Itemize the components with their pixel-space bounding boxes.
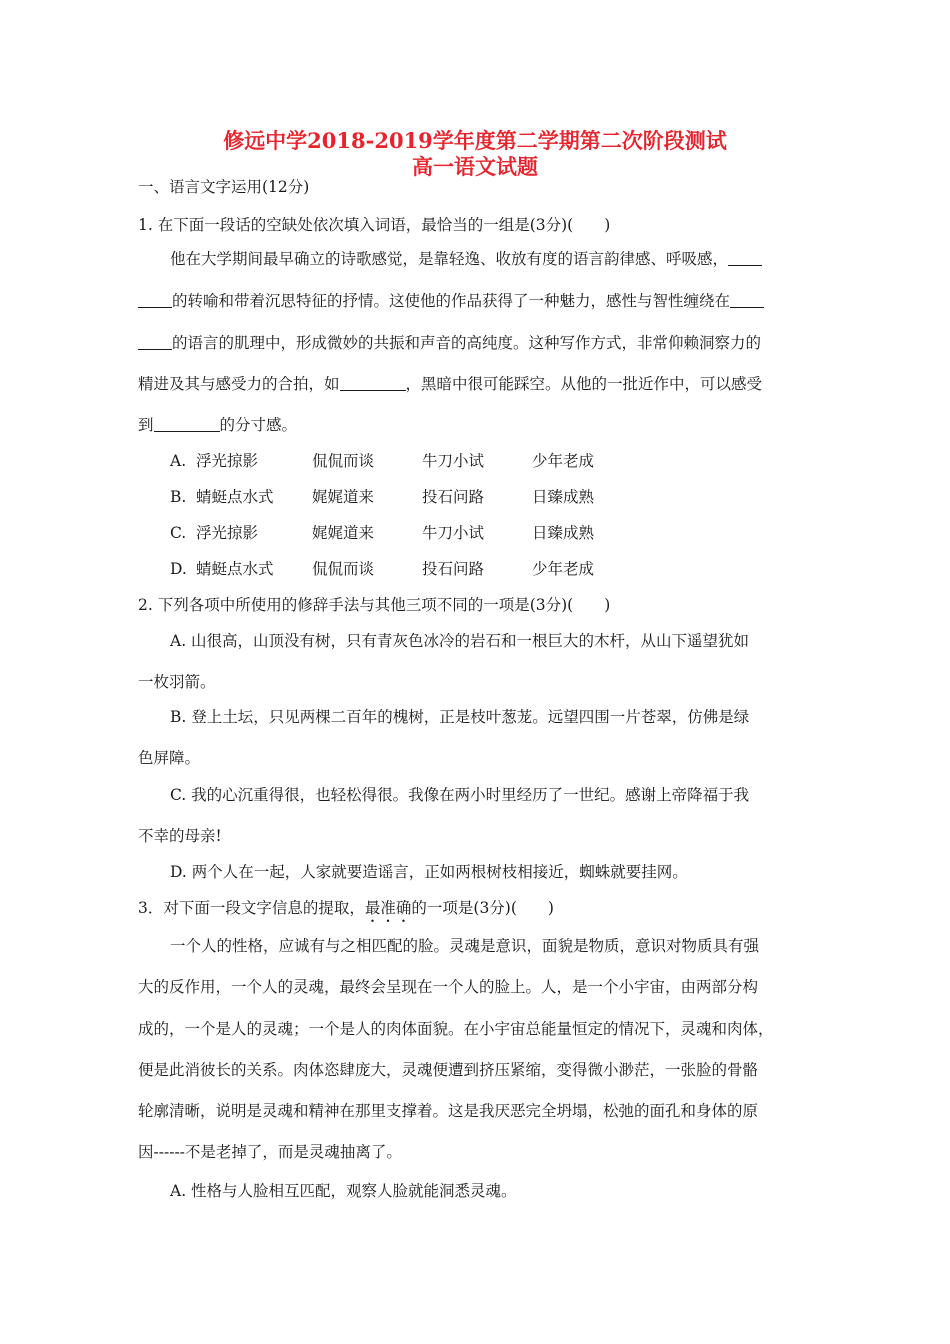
q3-passage-line-1: 一个人的性格，应诚有与之相匹配的脸。灵魂是意识，面貌是物质，意识对物质具有强 bbox=[170, 937, 760, 955]
q1-passage-line-2 bbox=[138, 290, 764, 312]
exam-subtitle: 高一语文试题 bbox=[412, 154, 538, 179]
q2-option-c-cont: 不幸的母亲! bbox=[138, 827, 222, 845]
q2-option-a: A. 山很高，山顶没有树，只有青灰色冰冷的岩石和一根巨大的木杆，从山下遥望犹如 bbox=[170, 632, 750, 650]
blank-2 bbox=[730, 292, 764, 308]
blank-1 bbox=[728, 250, 762, 266]
q2-option-d: D. 两个人在一起，人家就要造谣言，正如两根树枝相接近，蜘蛛就要挂网。 bbox=[170, 863, 688, 881]
question-2-stem: 2. 下列各项中所使用的修辞手法与其他三项不同的一项是(3分)( ) bbox=[138, 596, 611, 614]
q3-passage-line-4: 便是此消彼长的关系。肉体恣肆庞大，灵魂便遭到挤压紧缩，变得微小渺茫，一张脸的骨骼 bbox=[138, 1061, 759, 1079]
q1-passage-text: 精进及其与感受力的合拍，如 bbox=[138, 375, 340, 393]
q2-option-b: B. 登上土坛，只见两棵二百年的槐树，正是枝叶葱茏。远望四围一片苍翠，仿佛是绿 bbox=[170, 708, 750, 726]
q1-passage-line-3 bbox=[138, 332, 761, 354]
blank-4 bbox=[154, 416, 220, 432]
blank-1-cont bbox=[138, 292, 172, 308]
blank-2-cont bbox=[138, 334, 172, 350]
q1-passage-text: ，黑暗中很可能踩空。从他的一批近作中，可以感受 bbox=[405, 375, 763, 393]
q1-passage-line-1 bbox=[170, 248, 762, 270]
q2-option-c: C. 我的心沉重得很，也轻松得很。我像在两小时里经历了一世纪。感谢上帝降福于我 bbox=[170, 786, 750, 804]
q1-passage-text: 的分寸感。 bbox=[219, 416, 298, 434]
q3-passage-line-3: 成的，一个是人的灵魂；一个是人的肉体面貌。在小宇宙总能量恒定的情况下，灵魂和肉体， bbox=[138, 1020, 774, 1038]
emphasis-text: 最准确 bbox=[364, 899, 412, 917]
exam-page: 修远中学2018-2019学年度第二学期第二次阶段测试 高一语文试题 一、语言文字运用(12分) 1. 在下面一段话的空缺处依次填入词语，最恰当的一组是(3分)( ) 他在大学期间最早确立的诗歌感觉，是靠轻逸、收放有度的语言韵律感、呼吸感， 的转喻和带着沉思特征的抒情。这使他的作品获得了一种魅力，感性与智性缠绕在 的语言的肌理中，形成微妙的共振和声音的高纯度。这种写作方式，非常仰赖洞察力的 精进及其与感受力的合拍，如 ，黑暗中很可能踩空。从他的一批近作中，可以感受 到 的分寸感。 A. 浮光掠影 侃侃而谈 牛刀小试 少年老成 B. 蜻蜓点水式 娓娓道来 投石问路 日臻成熟 C. 浮光掠影 娓娓道来 牛刀小试 日臻成熟 D. 蜻蜓点水式 侃侃而谈 投石问路 少年老成 2. 下列各项中所使用的修辞手法与其他三项不同的一项是(3分)( ) A. 山很高，山顶没有树，只有青灰色冰冷的岩石和一根巨大的木杆，从山下遥望犹如 一枚羽箭。 B. 登上土坛，只见两棵二百年的槐树，正是枝叶葱茏。远望四围一片苍翠，仿佛是绿 色屏障。 C. 我的心沉重得很，也轻松得很。我像在两小时里经历了一世纪。感谢上帝降福于我 不幸的母亲! D. 两个人在一起，人家就要造谣言，正如两根树枝相接近，蜘蛛就要挂网。 3．对下面一段文字信息的提取，最准确的一项是(3分)( ) 一个人的性格，应诚有与之相匹配的脸。灵魂是意识，面貌是物质，意识对物质具有强 大的反作用，一个人的灵魂，最终会呈现在一个人的脸上。人，是一个小宇宙，由两部分构 成的，一个是人的灵魂；一个是人的肉体面貌。在小宇宙总能量恒定的情况下，灵魂和肉体， 便是此消彼长的关系。肉体恣肆庞大，灵魂便遭到挤压紧缩，变得微小渺茫，一张脸的骨骼 轮廓清晰，说明是灵魂和精神在那里支撑着。这是我厌恶完全坍塌，松弛的面孔和身体的原 因------不是老掉了，而是灵魂抽离了。 A. 性格与人脸相互匹配，观察人脸就能洞悉灵魂。 bbox=[0, 0, 950, 1344]
question-1-stem: 1. 在下面一段话的空缺处依次填入词语，最恰当的一组是(3分)( ) bbox=[138, 216, 611, 234]
q1-passage-text: 到 bbox=[138, 416, 154, 434]
section-heading: 一、语言文字运用(12分) bbox=[138, 178, 310, 196]
q1-passage-line-4 bbox=[138, 373, 762, 395]
q2-option-a-cont: 一枚羽箭。 bbox=[138, 673, 216, 691]
exam-title: 修远中学2018-2019学年度第二学期第二次阶段测试 bbox=[223, 128, 727, 153]
question-3-stem: 3．对下面一段文字信息的提取，最准确的一项是(3分)( ) bbox=[138, 899, 554, 917]
q1-passage-text: 他在大学期间最早确立的诗歌感觉，是靠轻逸、收放有度的语言韵律感、呼吸感， bbox=[170, 250, 729, 268]
q3-option-a: A. 性格与人脸相互匹配，观察人脸就能洞悉灵魂。 bbox=[170, 1182, 517, 1200]
q1-passage-text: 的语言的肌理中，形成微妙的共振和声音的高纯度。这种写作方式，非常仰赖洞察力的 bbox=[172, 334, 762, 352]
q2-option-b-cont: 色屏障。 bbox=[138, 749, 201, 767]
q1-passage-line-5 bbox=[138, 414, 297, 436]
q3-passage-line-6: 因------不是老掉了，而是灵魂抽离了。 bbox=[138, 1143, 402, 1161]
q3-passage-line-2: 大的反作用，一个人的灵魂，最终会呈现在一个人的脸上。人，是一个小宇宙，由两部分构 bbox=[138, 978, 759, 996]
q3-passage-line-5: 轮廓清晰，说明是灵魂和精神在那里支撑着。这是我厌恶完全坍塌，松弛的面孔和身体的原 bbox=[138, 1102, 759, 1120]
blank-3 bbox=[340, 375, 406, 391]
q1-passage-text: 的转喻和带着沉思特征的抒情。这使他的作品获得了一种魅力，感性与智性缠绕在 bbox=[172, 292, 731, 310]
